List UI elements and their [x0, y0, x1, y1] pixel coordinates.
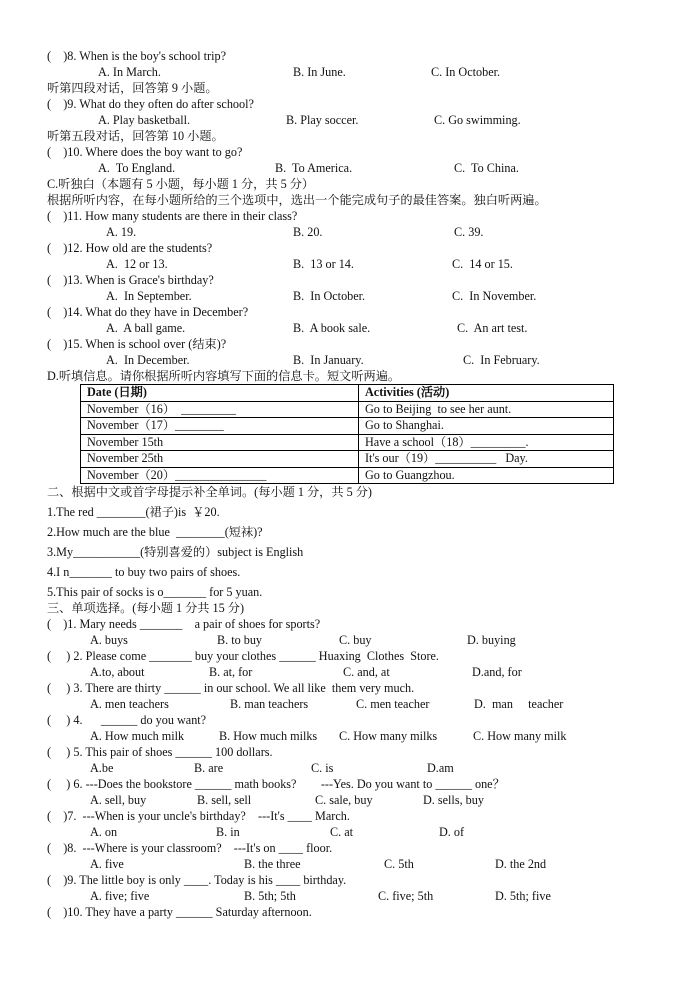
mc-option-c: C. and, at: [343, 665, 390, 679]
mc-option-d: D. buying: [467, 633, 516, 647]
mc-question-stem: ( ) 5. This pair of shoes ______ 100 dollars.: [47, 745, 273, 759]
fill-word-item: 4.I n_______ to buy two pairs of shoes.: [47, 565, 241, 579]
q12-option-a: A. 12 or 13.: [106, 257, 168, 271]
table-row: [81, 434, 614, 451]
mc-option-c: C. five; 5th: [378, 889, 434, 903]
q14-option-b: B. A book sale.: [293, 321, 371, 335]
mc-option-a: A. buys: [90, 633, 128, 647]
mc-option-b: B. man teachers: [230, 697, 309, 711]
q10-option-a: A. To England.: [98, 161, 176, 175]
q9-option-a: A. Play basketball.: [98, 113, 191, 127]
mc-question-stem: ( )7. ---When is your uncle's birthday? ---It's ____ March.: [47, 809, 350, 823]
mc-question-stem: ( ) 3. There are thirty ______ in our school. We all like them very much.: [47, 681, 415, 695]
mc-option-c: C. sale, buy: [315, 793, 373, 807]
mc-option-c: C. buy: [339, 633, 372, 647]
mc-question-stem: ( )8. ---Where is your classroom? ---It's on ____ floor.: [47, 841, 333, 855]
mc-option-a: A. five: [90, 857, 124, 871]
mc-option-b: B. sell, sell: [197, 793, 252, 807]
part-2-title: 二、根据中文或首字母提示补全单词。(每小题 1 分，共 5 分): [47, 485, 372, 499]
q8-option-b: B. In June.: [293, 65, 346, 79]
q14-option-a: A. A ball game.: [106, 321, 186, 335]
mc-option-a: A. on: [90, 825, 118, 839]
mc-option-a: A.be: [90, 761, 114, 775]
table-row: [81, 418, 614, 435]
q10-option-b: B. To America.: [275, 161, 353, 175]
mc-option-d: D. man teacher: [474, 697, 564, 711]
q9-option-b: B. Play soccer.: [286, 113, 359, 127]
table-row: [81, 451, 614, 468]
date-cell: November（17）________: [81, 418, 359, 435]
part-c-instruction: 根据所听内容，在每小题所给的三个选项中，选出一个能完成句子的最佳答案。独白听两遍。: [47, 193, 547, 207]
activity-cell: It's our（19）__________ Day.: [359, 451, 614, 468]
mc-option-b: B. the three: [244, 857, 301, 871]
mc-option-a: A. How much milk: [90, 729, 185, 743]
mc-option-b: B. 5th; 5th: [244, 889, 296, 903]
mc-option-d: D.am: [427, 761, 454, 775]
question-11-stem: ( )11. How many students are there in their class?: [47, 209, 298, 223]
part-c-title: C.听独白（本题有 5 小题，每小题 1 分，共 5 分）: [47, 177, 315, 191]
fill-word-item: 3.My___________(特别喜爱的）subject is English: [47, 545, 304, 559]
question-15-stem: ( )15. When is school over (结束)?: [47, 337, 227, 351]
mc-option-c: C. men teacher: [356, 697, 430, 711]
q10-option-c: C. To China.: [454, 161, 519, 175]
date-cell: November（20）_______________: [81, 467, 359, 484]
question-12-stem: ( )12. How old are the students?: [47, 241, 213, 255]
activity-cell: Go to Guangzhou.: [359, 467, 614, 484]
q11-option-c: C. 39.: [454, 225, 484, 239]
question-9-stem: ( )9. What do they often do after school?: [47, 97, 254, 111]
mc-option-d: D. sells, buy: [423, 793, 484, 807]
question-13-stem: ( )13. When is Grace's birthday?: [47, 273, 214, 287]
mc-option-c: C. 5th: [384, 857, 414, 871]
activity-cell: Have a school（18）_________.: [359, 434, 614, 451]
date-cell: November 15th: [81, 434, 359, 451]
fill-word-item: 5.This pair of socks is o_______ for 5 yuan.: [47, 585, 263, 599]
q11-option-b: B. 20.: [293, 225, 323, 239]
mc-option-c: C. at: [330, 825, 354, 839]
q12-option-c: C. 14 or 15.: [452, 257, 513, 271]
q14-option-c: C. An art test.: [457, 321, 528, 335]
date-cell: November（16） _________: [81, 401, 359, 418]
activity-cell: Go to Shanghai.: [359, 418, 614, 435]
q13-option-c: C. In November.: [452, 289, 537, 303]
q12-option-b: B. 13 or 14.: [293, 257, 354, 271]
mc-question-stem: ( )9. The little boy is only ____. Today is his ____ birthday.: [47, 873, 347, 887]
mc-option-d: D. of: [439, 825, 465, 839]
question-8-stem: ( )8. When is the boy's school trip?: [47, 49, 226, 63]
part-d-title: D.听填信息。请你根据所听内容填写下面的信息卡。短文听两遍。: [47, 369, 401, 383]
q8-option-c: C. In October.: [431, 65, 501, 79]
mc-question-stem: ( ) 6. ---Does the bookstore ______ math books? ---Yes. Do you want to ______ one？: [47, 777, 505, 791]
mc-option-d: D.and, for: [472, 665, 522, 679]
q13-option-b: B. In October.: [293, 289, 366, 303]
table-row: [81, 467, 614, 484]
mc-option-b: B. to buy: [217, 633, 263, 647]
mc-option-d: C. How many milk: [473, 729, 567, 743]
mc-option-a: A. men teachers: [90, 697, 169, 711]
mc-option-d: D. 5th; five: [495, 889, 551, 903]
section-5-instruction: 听第五段对话，回答第 10 小题。: [47, 129, 224, 143]
mc-option-a: A. sell, buy: [90, 793, 147, 807]
mc-question-stem: ( ) 4. ______ do you want?: [47, 713, 207, 727]
mc-option-a: A.to, about: [90, 665, 145, 679]
mc-option-b: B. in: [216, 825, 240, 839]
date-cell: November 25th: [81, 451, 359, 468]
q9-option-c: C. Go swimming.: [434, 113, 521, 127]
mc-question-stem: ( ) 2. Please come _______ buy your clothes ______ Huaxing Clothes Store.: [47, 649, 439, 663]
q8-option-a: A. In March.: [98, 65, 161, 79]
mc-question-stem: ( )1. Mary needs _______ a pair of shoes for sports?: [47, 617, 321, 631]
mc-option-c: C. How many milks: [339, 729, 438, 743]
activities-column-header: Activities (活动): [359, 385, 614, 402]
fill-word-item: 2.How much are the blue ________(短袜)?: [47, 525, 263, 539]
q15-option-c: C. In February.: [463, 353, 540, 367]
q15-option-a: A. In December.: [106, 353, 190, 367]
question-10-stem: ( )10. Where does the boy want to go?: [47, 145, 243, 159]
mc-option-d: D. the 2nd: [495, 857, 547, 871]
mc-option-a: A. five; five: [90, 889, 150, 903]
part-3-title: 三、单项选择。(每小题 1 分共 15 分): [47, 601, 245, 615]
q13-option-a: A. In September.: [106, 289, 192, 303]
mc-question-stem: ( )10. They have a party ______ Saturday afternoon.: [47, 905, 312, 919]
mc-option-b: B. at, for: [209, 665, 253, 679]
date-column-header: Date (日期): [81, 385, 359, 402]
mc-option-b: B. are: [194, 761, 224, 775]
table-row: [81, 401, 614, 418]
activity-cell: Go to Beijing to see her aunt.: [359, 401, 614, 418]
fill-word-item: 1.The red ________(裙子)is ￥20.: [47, 505, 220, 519]
section-4-instruction: 听第四段对话，回答第 9 小题。: [47, 81, 218, 95]
table-header-row: [81, 385, 614, 402]
info-card-table: [80, 384, 614, 484]
mc-option-b: B. How much milks: [219, 729, 318, 743]
q11-option-a: A. 19.: [106, 225, 137, 239]
q15-option-b: B. In January.: [293, 353, 364, 367]
question-14-stem: ( )14. What do they have in December?: [47, 305, 249, 319]
mc-option-c: C. is: [311, 761, 334, 775]
